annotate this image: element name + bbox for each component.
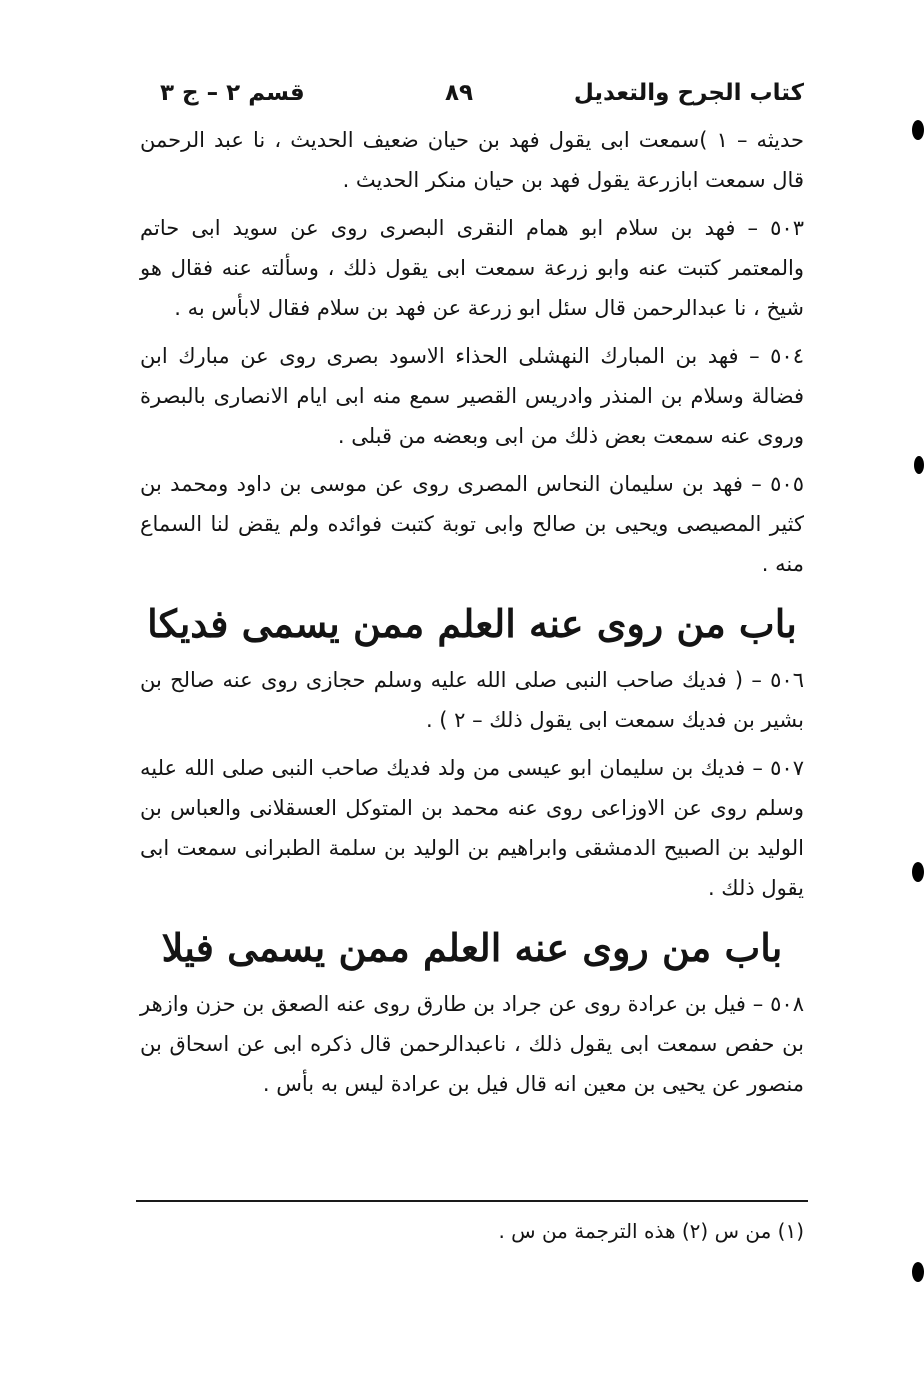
document-page — [140, 76, 804, 1112]
body-text — [140, 120, 804, 1104]
footnote: (١) من س (٢) هذه الترجمة من س . — [498, 1219, 804, 1243]
entry-paragraph: ٥٠٦ – ( فديك صاحب النبى صلى الله عليه وسلم حجازى روى عنه صالح بن بشير بن فديك سمعت ابى يقول ذلك – ٢ ) . — [140, 668, 804, 732]
entry-paragraph: ٥٠٤ – فهد بن المبارك النهشلى الحذاء الاسود بصرى روى عن مبارك ابن فضالة وسلام بن المنذر وادريس القصير سمع منه ابى ايام الانصارى بالبصرة وروى عنه سمعت بعض ذلك من ابى وبعضه من قبلى . — [140, 344, 804, 448]
section-heading: باب من روى عنه العلم ممن يسمى فديكا — [147, 601, 797, 646]
scan-mark — [912, 1262, 924, 1282]
scan-mark — [914, 456, 924, 474]
entry-paragraph: ٥٠٣ – فهد بن سلام ابو همام النقرى البصرى روى عن سويد ابى حاتم والمعتمر كتبت عنه وابو زرعة سمعت ابى يقول ذلك ، وسألته عنه فقال هو شيخ ، نا عبدالرحمن قال سئل ابو زرعة عن فهد بن سلام فقال لابأس به . — [140, 216, 804, 320]
scan-mark — [912, 862, 924, 882]
entry-paragraph: ٥٠٧ – فديك بن سليمان ابو عيسى من ولد فديك صاحب النبى صلى الله عليه وسلم روى عن الاوزاعى روى عنه محمد بن المتوكل العسقلانى والعباس بن الوليد بن الصبيح الدمشقى وابراهيم بن الوليد بن سلمة الطبرانى سمعت ابى يقول ذلك . — [140, 756, 804, 900]
entry-paragraph: حديثه – ١ )سمعت ابى يقول فهد بن حيان ضعيف الحديث ، نا عبد الرحمن قال سمعت ابازرعة يقول فهد بن حيان منكر الحديث . — [140, 128, 804, 192]
running-header — [140, 76, 804, 120]
book-title: كتاب الجرح والتعديل — [573, 80, 804, 106]
footnote-divider — [136, 1200, 808, 1202]
scan-mark — [912, 120, 924, 140]
page-number: ٨٩ — [445, 80, 474, 106]
entry-paragraph: ٥٠٨ – فيل بن عرادة روى عن جراد بن طارق روى عنه الصعق بن حزن وازهر بن حفص سمعت ابى يقول ذلك ، ناعبدالرحمن قال ذكره ابى عن اسحاق بن منصور عن يحيى بن معين انه قال فيل بن عرادة ليس به بأس . — [140, 992, 804, 1096]
section-heading: باب من روى عنه العلم ممن يسمى فيلا — [161, 925, 783, 970]
part-volume: قسم ٢ – ج ٣ — [160, 80, 305, 106]
entry-paragraph: ٥٠٥ – فهد بن سليمان النحاس المصرى روى عن موسى بن داود ومحمد بن كثير المصيصى ويحيى بن صالح وابى توبة كتبت فوائده ولم يقض لنا السماع منه . — [140, 472, 804, 576]
